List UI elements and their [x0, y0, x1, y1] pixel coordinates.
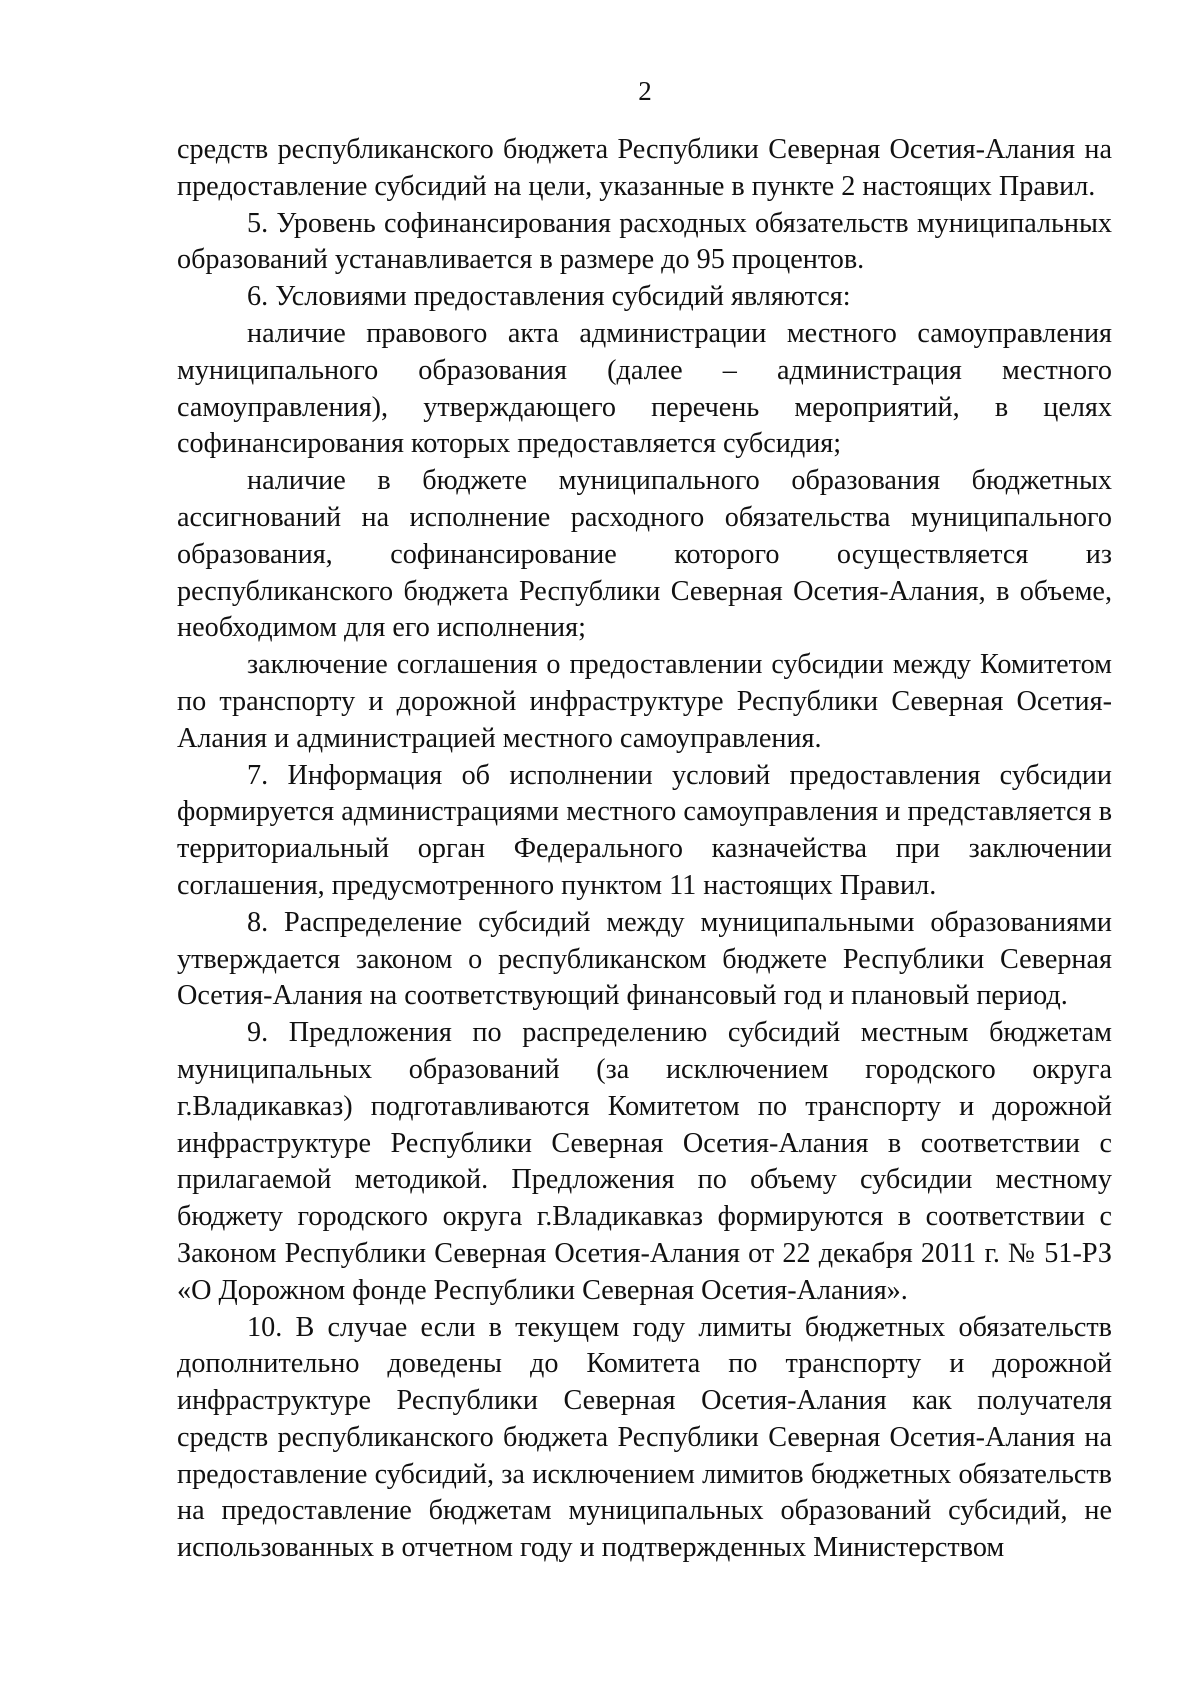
paragraph-condition-agreement: заключение соглашения о предоставлении субсидии между Комитетом по транспорту и дорожной инфраструктуре Республики Северная Осетия-Алания и администрацией местного самоуправления.	[177, 649, 1112, 754]
paragraph-item-5: 5. Уровень софинансирования расходных обязательств муниципальных образований устанавливается в размере до 95 процентов.	[177, 207, 1112, 276]
paragraph-item-8: 8. Распределение субсидий между муниципальными образованиями утверждается законом о республиканском бюджете Республики Северная Осетия-Алания на соответствующий финансовый год и плановый период.	[177, 906, 1112, 1012]
paragraph-continuation: средств республиканского бюджета Республики Северная Осетия-Алания на предоставление субсидий на цели, указанные в пункте 2 настоящих Правил.	[177, 134, 1112, 202]
page-number: 2	[638, 76, 652, 106]
paragraph-condition-budget: наличие в бюджете муниципального образования бюджетных ассигнований на исполнение расходного обязательства муниципального образования, софинансирование которого осуществляется из республиканского бюджета Республики Северная Осетия-Алания, в объеме, необходимом для его исполнения;	[177, 465, 1112, 644]
document-body	[177, 132, 1112, 1567]
paragraph-item-10: 10. В случае если в текущем году лимиты бюджетных обязательств дополнительно доведены до Комитета по транспорту и дорожной инфраструктуре Республики Северная Осетия-Алания как получателя средств республиканского бюджета Республики Северная Осетия-Алания на предоставление субсидий, за исключением лимитов бюджетных обязательств на предоставление бюджетам муниципальных образований субсидий, не использованных в отчетном году и подтвержденных Министерством	[177, 1311, 1112, 1564]
paragraph-item-9: 9. Предложения по распределению субсидий местным бюджетам муниципальных образований (за исключением городского округа г.Владикавказ) подготавливаются Комитетом по транспорту и дорожной инфраструктуре Республики Северная Осетия-Алания в соответствии с прилагаемой методикой. Предложения по объему субсидии местному бюджету городского округа г.Владикавказ формируются в соответствии с Законом Республики Северная Осетия-Алания от 22 декабря 2011 г. № 51-РЗ «О Дорожном фонде Республики Северная Осетия-Алания».	[177, 1017, 1112, 1306]
paragraph-condition-legal-act: наличие правового акта администрации местного самоуправления муниципального образования (далее – администрация местного самоуправления), утверждающего перечень мероприятий, в целях софинансирования которых предоставляется субсидия;	[177, 317, 1112, 460]
paragraph-item-6: 6. Условиями предоставления субсидий являются:	[247, 281, 851, 313]
paragraph-item-7: 7. Информация об исполнении условий предоставления субсидии формируется администрациями местного самоуправления и представляется в территориальный орган Федерального казначейства при заключении соглашения, предусмотренного пунктом 11 настоящих Правил.	[177, 759, 1112, 901]
